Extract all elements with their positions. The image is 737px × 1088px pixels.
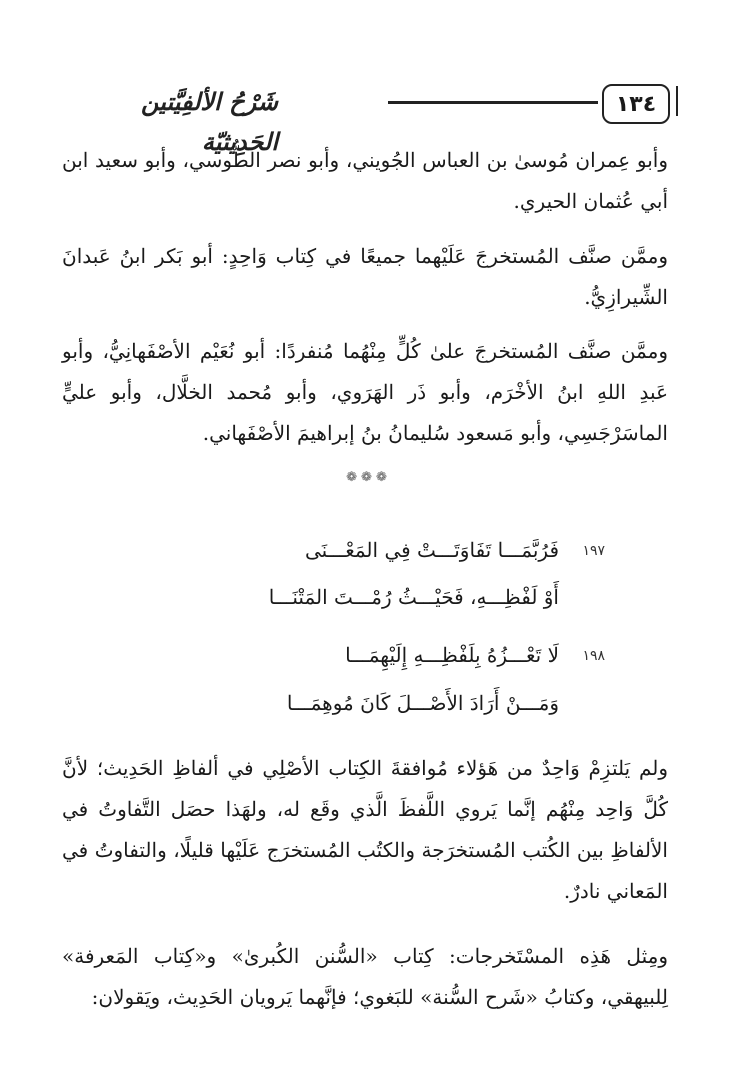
- paragraph-3: وممَّن صنَّف المُستخرجَ علىٰ كُلٍّ مِنْهُما مُنفردًا: أبو نُعَيْم الأصْفَهانِيُّ، وأبو عَبدِ اللهِ ابنُ الأخْرَم، وأبو ذَر الهَرَوي، وأبو مُحمد الخلَّال، وأبو عليٍّ الماسَرْجَسِي، وأبو مَسعود سُليمانُ بنُ إبراهيمَ الأصْفَهاني.: [62, 339, 668, 445]
- verse-number-197: ١٩٧: [582, 543, 605, 559]
- paragraph-4: ولم يَلتزِمْ وَاحِدٌ من هَؤلاء مُوافقةَ الكِتاب الأصْلِي في ألفاظِ الحَدِيث؛ لأنَّ كُلَّ وَاحِد مِنْهُم إنَّما يَروي اللَّفظَ الَّذي وقَع له، ولهَذا حصَل التَّفاوتُ في الألفاظِ بين الكُتب المُستخرَجة والكتُب المُستخرَج عَلَيْها قليلًا، والتفاوتُ في المَعاني نادرٌ.: [62, 756, 668, 903]
- verse-197-first-hemistich: فَرُبَّمَـــا تَفَاوَتَـــتْ فِي المَعْـــنَى: [304, 538, 559, 562]
- page-header: [58, 82, 670, 156]
- page-number: ١٣٤: [615, 91, 657, 117]
- paragraph-5: ومِثل هَذِه المسْتَخرجات: كِتاب «السُّنن الكُبرىٰ» و«كِتاب المَعرفة» لِلبيهقي، وكتابُ «شَرح السُّنة» للبَغوي؛ فإنَّهما يَرويان الحَدِيث، ويَقولان:: [62, 944, 668, 1009]
- verse-198-first-hemistich: لَا تَعْـــزُهُ بِلَفْظِـــهِ إِلَيْهِمَـــا: [345, 643, 559, 667]
- page-box-ornament: [676, 86, 678, 116]
- verse-198-second-hemistich: وَمَـــنْ أَرَادَ الأَصْـــلَ كَانَ مُوهِمَـــا: [286, 691, 559, 715]
- paragraph-2: وممَّن صنَّف المُستخرجَ عَلَيْهما جميعًا في كِتاب وَاحِدٍ: أبو بَكر ابنُ عَبدانَ الشِّيرازِيُّ.: [62, 244, 668, 309]
- header-rule: [388, 101, 598, 104]
- book-title: شَرْحُ الألفِيَّتين الحَدِيثيّة: [140, 87, 278, 156]
- page-number-box: [602, 84, 670, 124]
- verse-number-198: ١٩٨: [582, 648, 605, 664]
- paragraph-1: وأبو عِمران مُوسىٰ بن العباس الجُويني، وأبو نصر الطُّوسي، وأبو سعيد ابن أبي عُثمان الحيري.: [62, 148, 668, 213]
- section-divider: ❁❁❁: [346, 470, 391, 485]
- verse-197-second-hemistich: أَوْ لَفْظِـــهِ، فَحَيْـــثُ رُمْـــتَ المَتْنَـــا: [268, 585, 559, 609]
